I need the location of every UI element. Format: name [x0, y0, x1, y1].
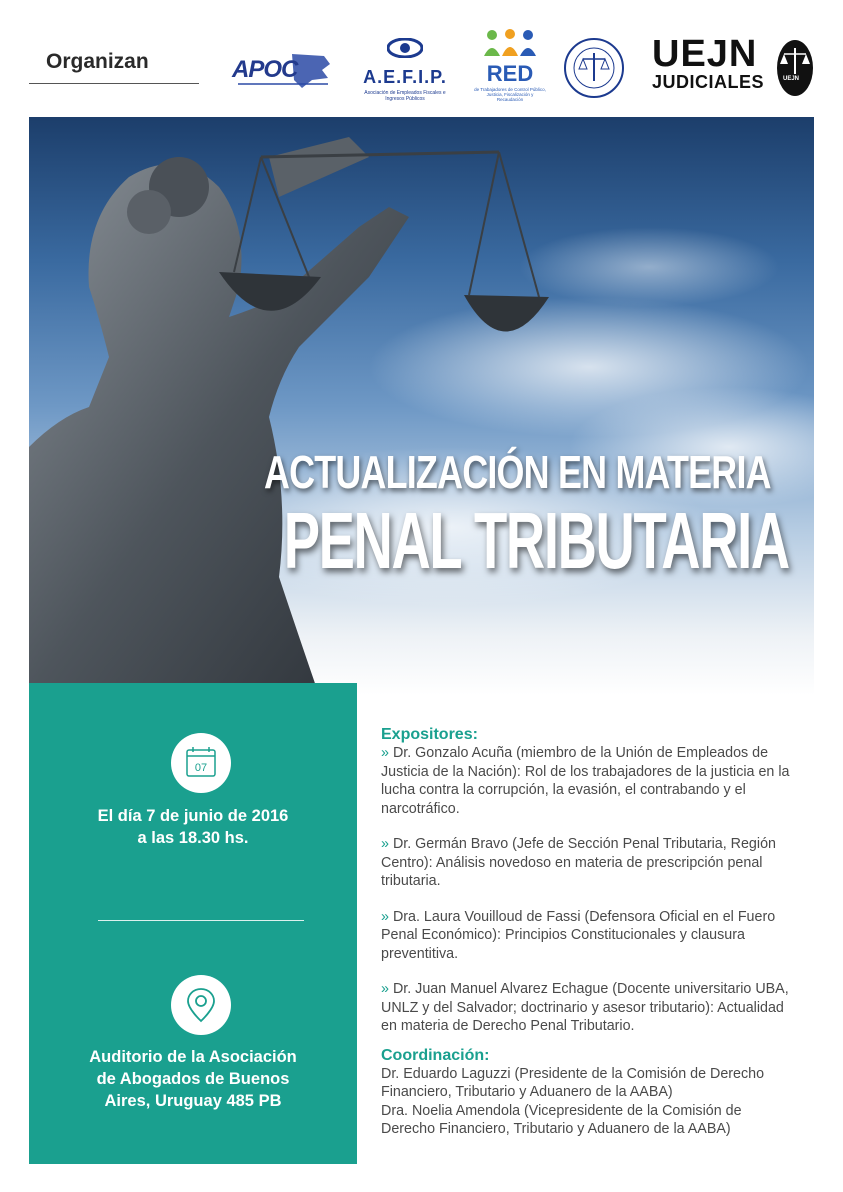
event-time-line: a las 18.30 hs. [137, 829, 249, 847]
scales-badge-icon [775, 38, 815, 98]
event-venue [29, 1046, 357, 1112]
bullet-arrow-icon: » [381, 981, 389, 997]
speaker-text: Dra. Laura Vouilloud de Fassi (Defensora Oficial en el Fuero Penal Económico): Principios Constitucionales y clausura preventitiva. [381, 908, 776, 962]
panel-divider [98, 920, 304, 921]
uejn-badge-text: UEJN [783, 76, 800, 82]
speaker-item [381, 835, 796, 891]
eye-icon [387, 38, 423, 58]
apoc-logo-text: APOC [232, 56, 298, 83]
red-logo [474, 28, 546, 100]
bullet-arrow-icon: » [381, 745, 389, 761]
calendar-icon [171, 733, 231, 793]
speaker-item [381, 980, 796, 1036]
venue-line-2: de Abogados de Buenos [96, 1070, 290, 1088]
bullet-arrow-icon: » [381, 836, 389, 852]
map-pin-icon [171, 975, 231, 1035]
coordinator-line: Dra. Noelia Amendola (Vicepresidente de la Comisión de Derecho Financiero, Tributario y Aduanero de la AABA) [381, 1102, 742, 1137]
coordinacion-heading: Coordinación: [381, 1046, 490, 1064]
calendar-day-text: 07 [194, 762, 208, 774]
people-icon [480, 28, 540, 58]
aefip-logo [355, 38, 455, 100]
justice-statue-illustration [29, 117, 814, 695]
hero-title-line2: PENAL TRIBUTARIA [283, 496, 789, 585]
hero-banner [29, 117, 814, 695]
speaker-text: Dr. Germán Bravo (Jefe de Sección Penal Tributaria, Región Centro): Análisis novedoso en materia de prescripción penal tributaria. [381, 836, 776, 889]
venue-line-1: Auditorio de la Asociación [89, 1048, 297, 1066]
venue-line-3: Aires, Uruguay 485 PB [104, 1092, 282, 1110]
bullet-arrow-icon: » [381, 908, 389, 925]
organizan-underline [29, 83, 199, 84]
speaker-item [381, 744, 796, 818]
uejn-badge [775, 38, 815, 98]
calendar-badge [171, 733, 231, 793]
uejn-logo-subtitle: JUDICIALES [652, 72, 765, 92]
speaker-text: Dr. Juan Manuel Alvarez Echague (Docente universitario UBA, UNLZ y del Salvador; doctrinario y asesor tributario): Actualidad en materia de Derecho Penal Tributario. [381, 981, 789, 1034]
event-info-panel [29, 683, 357, 1164]
event-date [29, 805, 357, 849]
aefip-logo-text: A.E.F.I.P. [363, 67, 447, 87]
speaker-item [381, 908, 796, 964]
location-badge [171, 975, 231, 1035]
red-logo-subtitle: de Trabajadores de Control Público, Justicia, Fiscalización y Recaudación [474, 87, 546, 102]
bar-association-seal [563, 37, 625, 99]
uejn-logo [652, 33, 772, 100]
apoc-logo [232, 50, 332, 92]
aefip-logo-subtitle: Asociación de Empleados Fiscales e Ingresos Públicos [364, 90, 446, 102]
speaker-text: Dr. Gonzalo Acuña (miembro de la Unión de Empleados de Justicia de la Nación): Rol de los trabajadores de la justicia en la lucha contra la corrupción, la evasión, el contrabando y el narcotráfico. [381, 745, 790, 817]
expositores-heading: Expositores: [381, 726, 478, 743]
uejn-logo-text: UEJN [652, 33, 758, 75]
organizan-label: Organizan [46, 50, 149, 73]
seal-icon [563, 37, 625, 99]
event-date-line: El día 7 de junio de 2016 [97, 807, 289, 825]
speakers-section [381, 726, 796, 1139]
coordinator-line: Dr. Eduardo Laguzzi (Presidente de la Comisión de Derecho Financiero, Tributario y Aduanero de la AABA) [381, 1065, 765, 1100]
red-logo-text: RED [486, 61, 534, 86]
hero-title-line1: ACTUALIZACIÓN EN MATERIA [264, 446, 771, 498]
